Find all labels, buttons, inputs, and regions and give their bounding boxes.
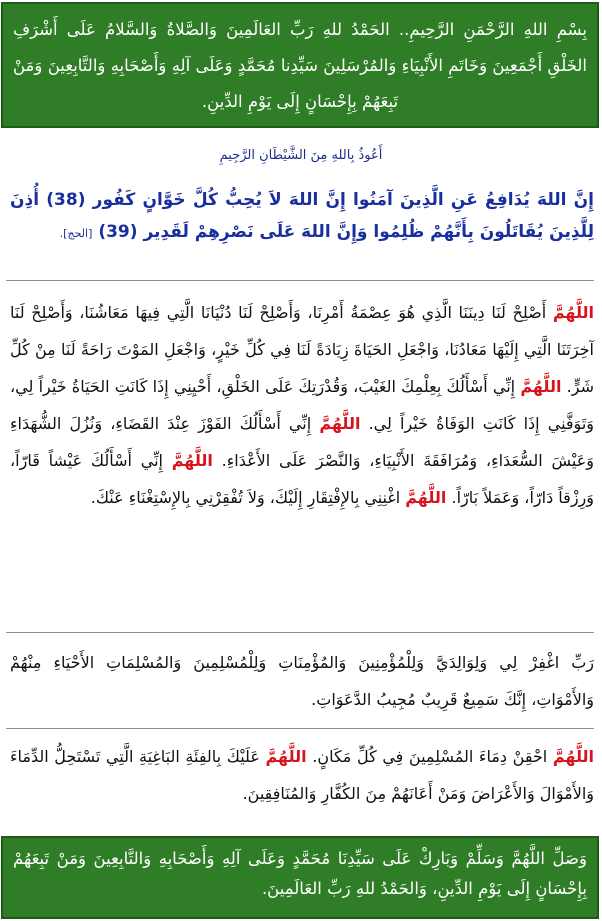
- quran-verse-text: إِنَّ اللهَ يُدَافِعُ عَنِ الَّذِينَ آمَنُوا إِنَّ اللهَ لاَ يُحِبُّ كُلَّ خَوَّانٍ كَفُور (38) أُذِنَ لِلَّذِينَ يُقَاتَلُونَ بِأَنَّهُمْ ظُلِمُوا وَإِنَّ اللهَ عَلَى نَصْرِهِمْ لَقَدِير (39): [10, 190, 594, 242]
- allahumma-highlight: اللَّهُمَّ: [520, 377, 562, 396]
- divider: [6, 728, 594, 729]
- allahumma-highlight: اللَّهُمَّ: [265, 747, 307, 766]
- divider: [6, 280, 594, 281]
- dua-text-segment: إِنِّي أَسْأَلُكَ عَيْشاً قَارّاً، وَرِزْقاً دَارّاً، وَعَمَلاً بَارّاً.: [10, 451, 594, 507]
- dua-paragraph-2: رَبِّ اغْفِرْ لِي وَلِوَالِدَيَّ وَلِلْمُؤْمِنِينَ وَالمُؤْمِنَاتِ وَلِلْمُسْلِمِينَ وَالمُسْلِمَاتِ الأَحْيَاءِ مِنْهُمْ وَالأَمْوَاتِ، إِنَّكَ سَمِيعٌ قَرِيبٌ مُجِيبُ الدَّعَوَاتِ.: [10, 653, 594, 709]
- dua-text-segment: أَصْلِحْ لَنَا دِينَنَا الَّذِي هُوَ عِصْمَةُ أَمْرِنَا، وَأَصْلِحْ لَنَا دُنْيَانَا الَّتِي فِيهَا مَعَاشُنَا، وَأَصْلِحْ لَنَا آخِرَتَنَا الَّتِي إِلَيْهَا مَعَادُنَا، وَاجْعَلِ الحَيَاةَ زِيَادَةً لَنَا فِي كُلِّ خَيْرٍ، وَاجْعَلِ المَوْتَ رَاحَةً لَنَا مِنْ كُلِّ شَرٍّ.: [10, 303, 594, 396]
- surah-reference: [الحج].: [59, 227, 93, 240]
- dua-text-segment: اغْنِنِي بِالإِفْتِقَارِ إِلَيْكَ، وَلاَ تُفْقِرْنِي بِالإِسْتِغْنَاءِ عَنْكَ.: [90, 488, 406, 507]
- footer-dua-text: وَصَلِّ اللَّهُمَّ وَسَلِّمْ وَبَارِكْ عَلَى سَيِّدِنَا مُحَمَّدٍ وَعَلَى آلِهِ وَأَصْحَابِهِ وَالتَّابِعِينَ وَمَنْ تَبِعَهُمْ بِإِحْسَانٍ إِلَى يَوْمِ الدِّينِ، وَالحَمْدُ للهِ رَبِّ العَالَمِينَ.: [13, 849, 587, 898]
- allahumma-highlight: اللَّهُمَّ: [552, 303, 594, 322]
- allahumma-highlight: اللَّهُمَّ: [319, 414, 361, 433]
- taawudh-line: أَعُوذُ بِاللهِ مِنَ الشَّيْطَانِ الرَّجِيمِ: [219, 148, 383, 163]
- dua-text-segment: احْقِنْ دِمَاءَ المُسْلِمِينَ فِي كُلِّ مَكَانٍ.: [306, 747, 553, 766]
- footer-dua-banner: [1, 836, 599, 919]
- dua-paragraph-3: [10, 738, 594, 812]
- allahumma-highlight: اللَّهُمَّ: [171, 451, 213, 470]
- header-dua-banner: [1, 2, 599, 128]
- divider: [6, 632, 594, 633]
- dua-text-segment: عَلَيْكَ بِالفِئَةِ البَاغِيَةِ الَّتِي تَسْتَحِلُّ الدِّمَاءَ وَالأَمْوَالَ وَالأَعْرَاضَ وَمَنْ أَعَانَهُمْ مِنَ الكُفَّارِ وَالمُنَافِقِينَ.: [10, 747, 594, 803]
- allahumma-highlight: اللَّهُمَّ: [405, 488, 447, 507]
- dua-text-segment: إِنِّي أَسْأَلُكَ بِعِلْمِكَ الغَيْبَ، وَقُدْرَتِكَ عَلَى الخَلْقِ، أَحْيِنِي إِذَا كَانَتِ الحَيَاةُ خَيْراً لِي، وَتَوَفَّنِي إِذَا كَانَتِ الوَفَاةُ خَيْراً لِي.: [10, 377, 595, 433]
- header-dua-text: بِسْمِ اللهِ الرَّحْمَنِ الرَّحِيمِ.. الحَمْدُ للهِ رَبِّ العَالَمِينَ وَالصَّلاةُ وَالسَّلامُ عَلَى أَشْرَفِ الخَلْقِ أَجْمَعِينَ وَخَاتَمِ الأَنْبِيَاءِ وَالمُرْسَلِينَ سَيِّدِنا مُحَمَّدٍ وَعَلَى آلِهِ وَأَصْحَابِهِ وَالتَّابِعِينَ وَمَنْ تَبِعَهُمْ بِإِحْسَانٍ إِلَى يَوْمِ الدِّينِ.: [13, 20, 587, 111]
- dua-text-segment: إِنِّي أَسْأَلُكَ الفَوْزَ عِنْدَ القَضَاءِ، وَنُزُلَ الشُّهَدَاءِ وَعَيْشَ السُّعَدَاءِ، وَمُرَافَقَةَ الأَنْبِيَاءِ، وَالنَّصْرَ عَلَى الأَعْدَاءِ.: [10, 414, 595, 470]
- quran-verse: [10, 184, 594, 250]
- dua-paragraph-1: [10, 294, 594, 516]
- allahumma-highlight: اللَّهُمَّ: [552, 747, 594, 766]
